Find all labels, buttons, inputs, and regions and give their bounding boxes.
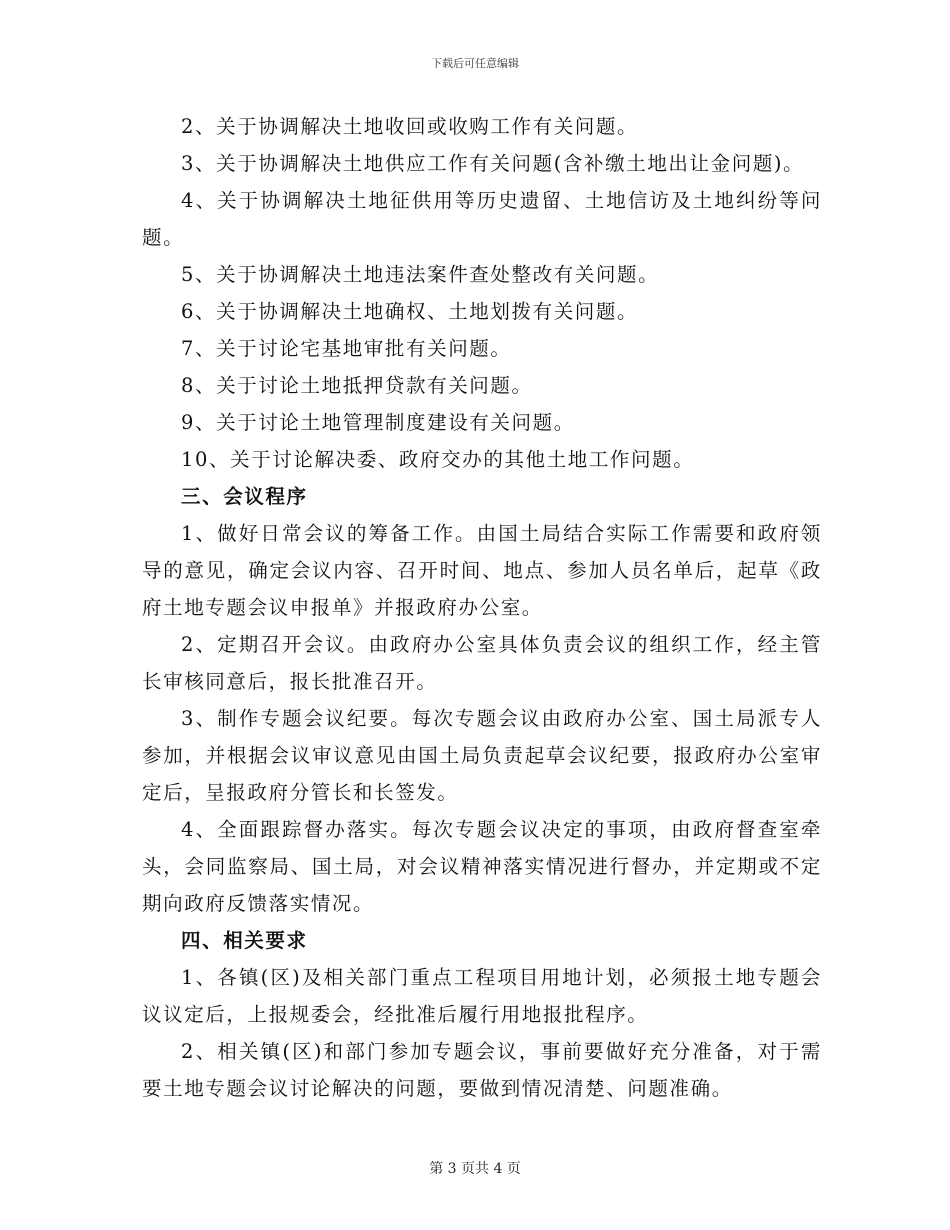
item-7-homestead: 7、关于讨论宅基地审批有关问题。 — [181, 337, 512, 360]
item-5-illegal-cases: 5、关于协调解决土地违法案件查处整改有关问题。 — [181, 263, 660, 286]
procedure-2-regular-meetings: 2、定期召开会议。由政府办公室具体负责会议的组织工作，经主管长审核同意后，报长批准召开。 — [142, 633, 822, 693]
page-header-note: 下载后可任意编辑 — [431, 57, 519, 70]
item-9-management-system: 9、关于讨论土地管理制度建设有关问题。 — [181, 411, 575, 434]
item-8-mortgage: 8、关于讨论土地抵押贷款有关问题。 — [181, 374, 533, 397]
item-3-land-supply: 3、关于协调解决土地供应工作有关问题(含补缴土地出让金问题)。 — [181, 152, 805, 175]
page-number: 第 3 页共 4 页 — [429, 1161, 521, 1177]
requirement-1-land-plan: 1、各镇(区)及相关部门重点工程项目用地计划，必须报土地专题会议议定后，上报规委会，经批准后履行用地报批程序。 — [142, 966, 822, 1026]
section-heading-requirements: 四、相关要求 — [181, 929, 308, 952]
item-2-land-recovery: 2、关于协调解决土地收回或收购工作有关问题。 — [181, 115, 639, 138]
procedure-4-follow-up: 4、全面跟踪督办落实。每次专题会议决定的事项，由政府督查室牵头，会同监察局、国土局，对会议精神落实情况进行督办，并定期或不定期向政府反馈落实情况。 — [142, 818, 822, 915]
item-4-historical-issues: 4、关于协调解决土地征供用等历史遗留、土地信访及土地纠纷等问题。 — [142, 189, 822, 249]
item-10-other-issues: 10、关于讨论解决委、政府交办的其他土地工作问题。 — [181, 448, 695, 471]
requirement-2-preparation: 2、相关镇(区)和部门参加专题会议，事前要做好充分准备，对于需要土地专题会议讨论解决的问题，要做到情况清楚、问题准确。 — [142, 1040, 822, 1100]
document-body — [142, 108, 822, 1107]
procedure-1-preparation: 1、做好日常会议的筹备工作。由国土局结合实际工作需要和政府领导的意见，确定会议内容、召开时间、地点、参加人员名单后，起草《政府土地专题会议申报单》并报政府办公室。 — [142, 522, 822, 619]
item-6-land-rights: 6、关于协调解决土地确权、土地划拨有关问题。 — [181, 300, 639, 323]
section-heading-meeting-procedure: 三、会议程序 — [181, 485, 308, 508]
procedure-3-minutes: 3、制作专题会议纪要。每次专题会议由政府办公室、国土局派专人参加，并根据会议审议意见由国土局负责起草会议纪要，报政府办公室审定后，呈报政府分管长和长签发。 — [142, 707, 822, 804]
